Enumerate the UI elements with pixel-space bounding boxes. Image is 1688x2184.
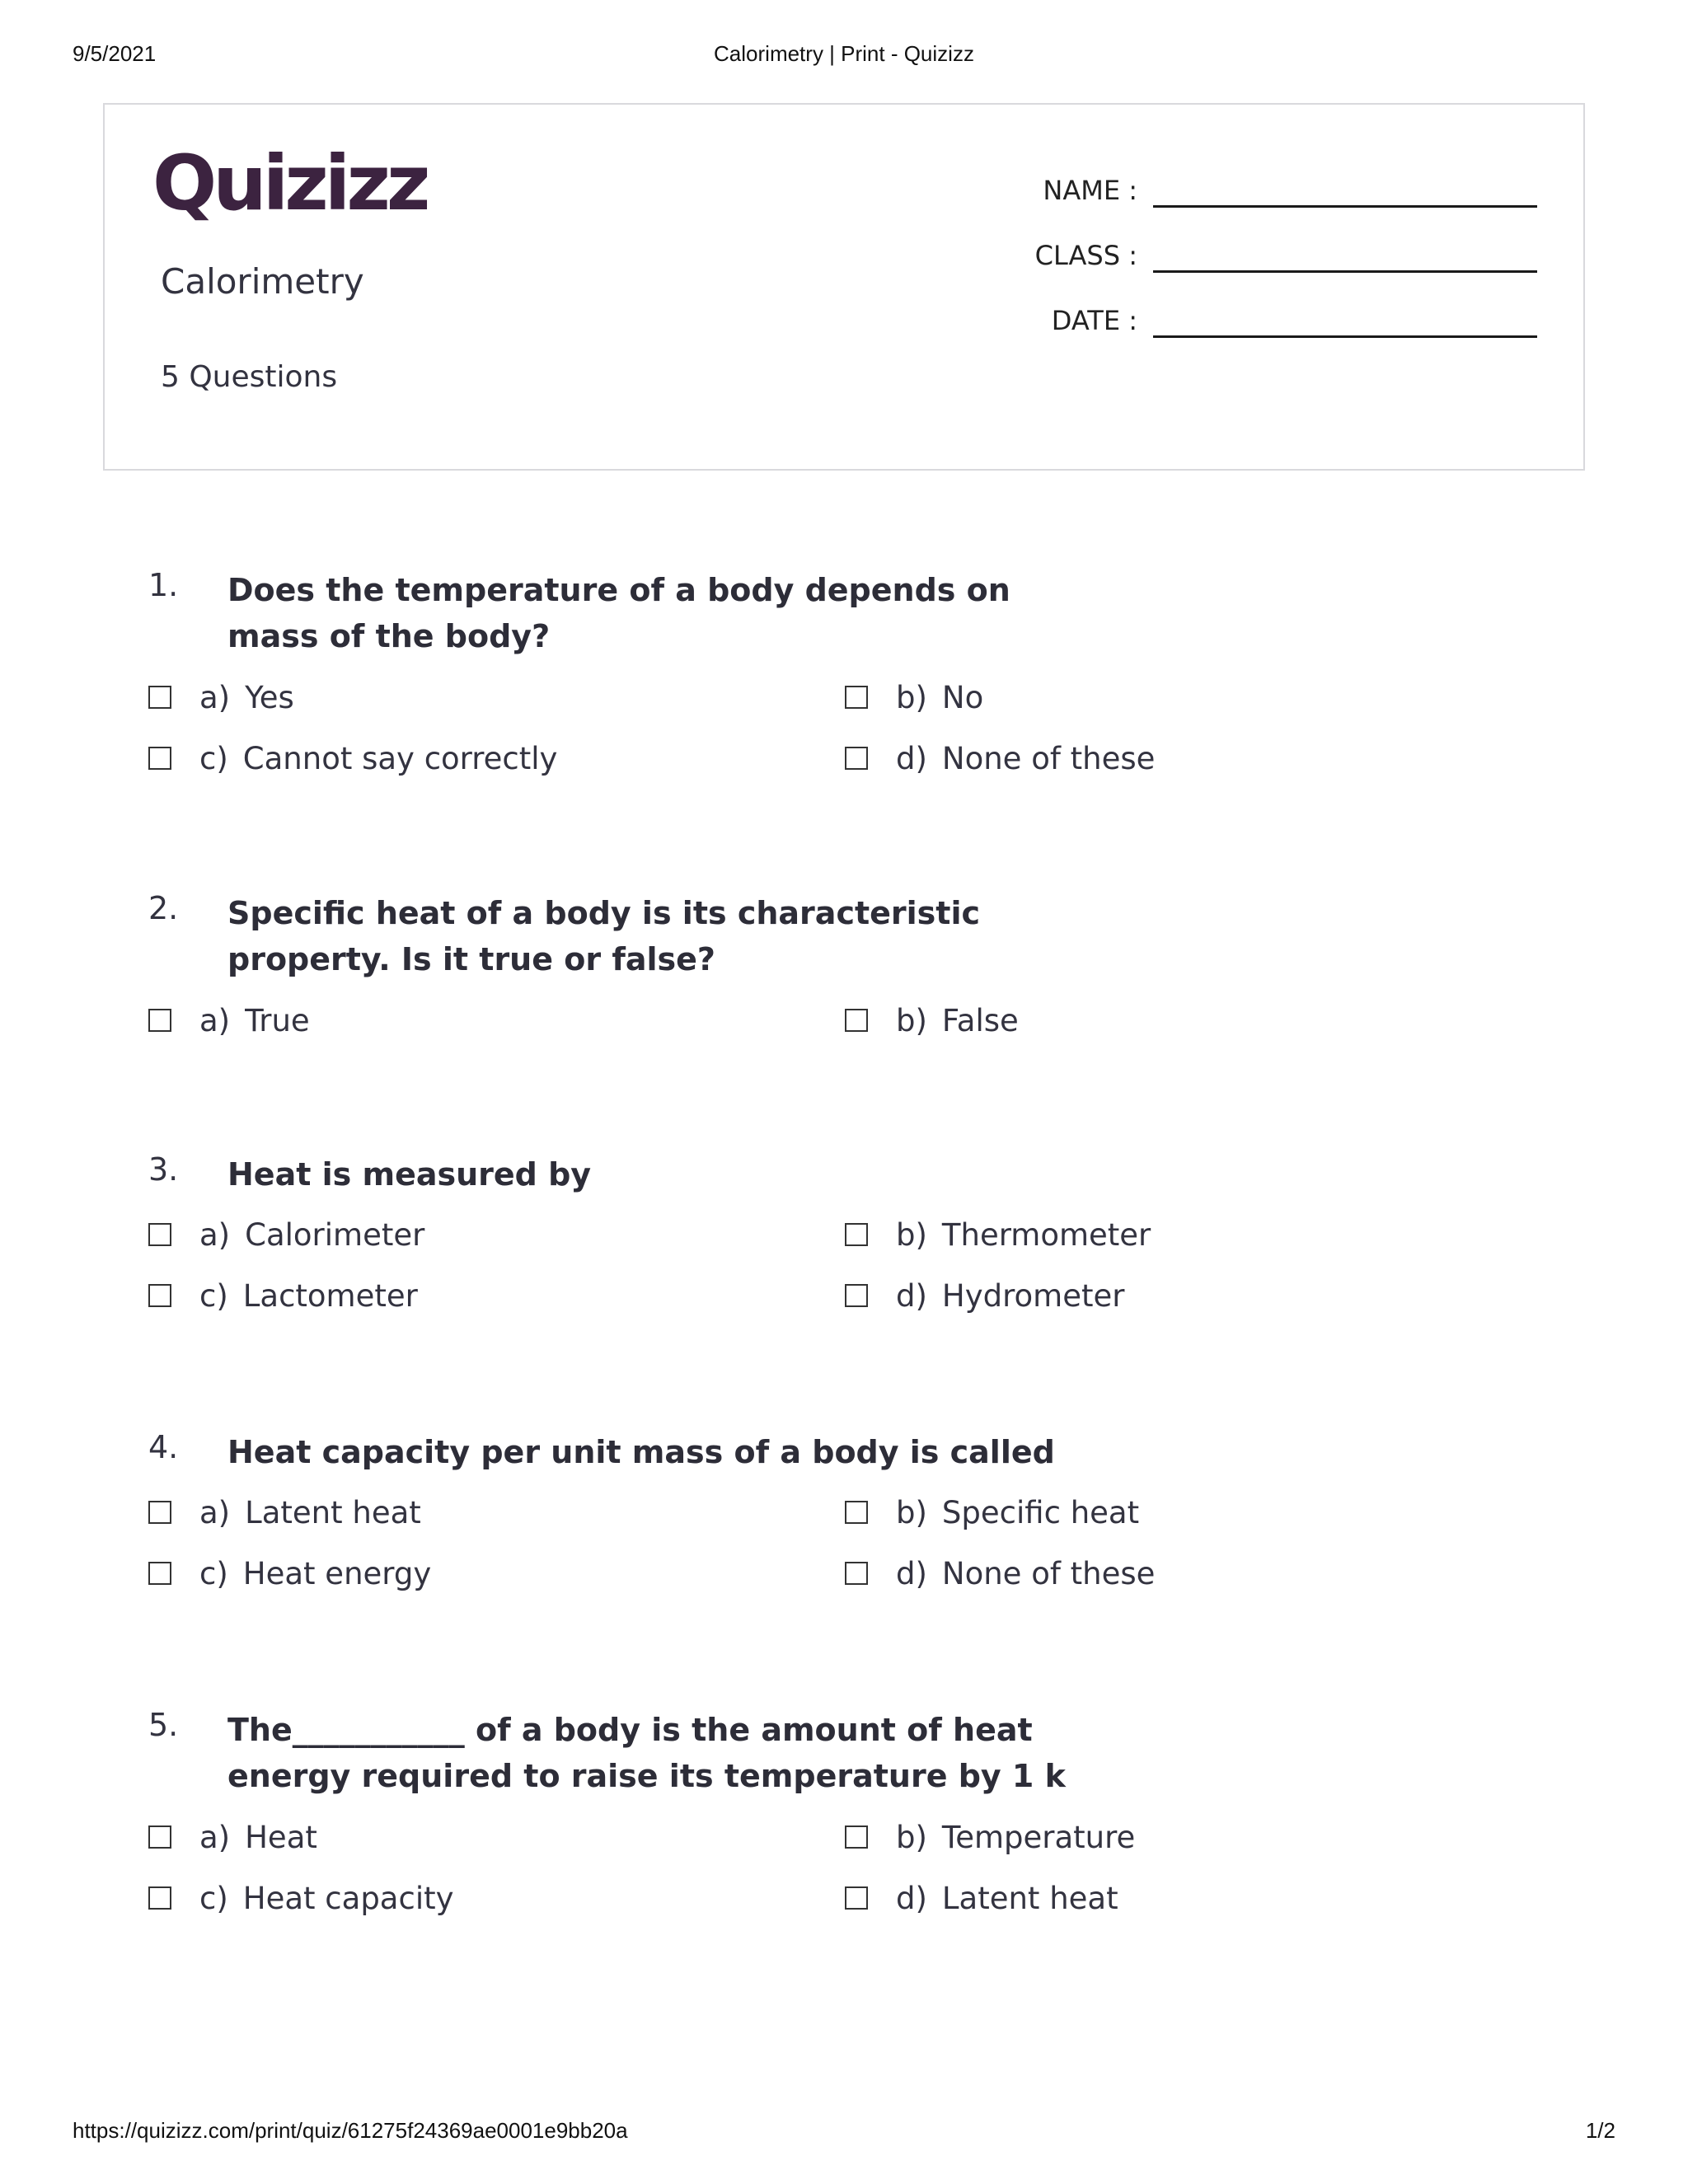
option-letter: d) (896, 740, 927, 776)
option-text: Heat capacity (242, 1880, 454, 1916)
option-b[interactable] (845, 1492, 1139, 1533)
worksheet-header (103, 103, 1585, 471)
question-text: Heat is measured by (227, 1156, 592, 1193)
option-c[interactable] (148, 1553, 431, 1594)
option-text: Heat (245, 1819, 317, 1855)
option-b[interactable] (845, 677, 983, 718)
question-text: The___________ of a body is the amount of heat energy required to raise its temperature by 1 k (227, 1712, 1066, 1794)
print-footer (0, 2118, 1688, 2144)
option-letter: a) (199, 1494, 231, 1530)
option-text: Cannot say correctly (242, 740, 558, 776)
checkbox[interactable] (148, 1009, 171, 1032)
option-letter: d) (896, 1555, 927, 1591)
option-d[interactable] (845, 1553, 1155, 1594)
option-a[interactable] (148, 1214, 424, 1255)
option-d[interactable] (845, 1877, 1118, 1919)
option-d[interactable] (845, 738, 1155, 779)
option-b[interactable] (845, 1816, 1135, 1858)
option-c[interactable] (148, 1275, 418, 1316)
option-letter: a) (199, 1819, 231, 1855)
option-text: Lactometer (242, 1277, 418, 1314)
checkbox[interactable] (845, 1562, 868, 1585)
page-url: https://quizizz.com/print/quiz/61275f24369ae0001e9bb20a (73, 2118, 628, 2143)
student-info-fields (1010, 175, 1537, 370)
question-count: 5 Questions (161, 360, 338, 394)
quizizz-logo: Quizizz (152, 139, 427, 227)
checkbox[interactable] (148, 1223, 171, 1246)
option-text: Temperature (941, 1819, 1136, 1855)
option-a[interactable] (148, 1000, 310, 1041)
question-number: 3. (148, 1151, 179, 1188)
option-letter: b) (896, 1216, 927, 1253)
checkbox[interactable] (148, 686, 171, 709)
class-line (1153, 270, 1537, 273)
option-letter: a) (199, 1216, 231, 1253)
option-text: Thermometer (941, 1216, 1151, 1253)
name-label: NAME : (1043, 175, 1137, 206)
option-letter: b) (896, 1002, 927, 1038)
print-title: Calorimetry | Print - Quizizz (714, 41, 974, 66)
date-field (1010, 305, 1537, 370)
option-letter: c) (199, 740, 228, 776)
option-text: Yes (245, 679, 294, 715)
option-letter: a) (199, 1002, 231, 1038)
print-header (0, 41, 1688, 68)
option-letter: a) (199, 679, 231, 715)
option-text: Hydrometer (941, 1277, 1125, 1314)
option-b[interactable] (845, 1214, 1151, 1255)
option-letter: d) (896, 1277, 927, 1314)
question-text: Specific heat of a body is its characteristic property. Is it true or false? (227, 895, 981, 977)
question-number: 2. (148, 890, 179, 926)
option-letter: b) (896, 1819, 927, 1855)
option-b[interactable] (845, 1000, 1019, 1041)
checkbox[interactable] (148, 1886, 171, 1910)
question-text: Does the temperature of a body depends on mass of the body? (227, 572, 1010, 654)
option-text: True (245, 1002, 310, 1038)
print-date: 9/5/2021 (73, 41, 157, 66)
option-text: Heat energy (242, 1555, 432, 1591)
option-text: Specific heat (941, 1494, 1140, 1530)
checkbox[interactable] (845, 1886, 868, 1910)
checkbox[interactable] (148, 747, 171, 770)
option-a[interactable] (148, 1816, 317, 1858)
option-c[interactable] (148, 1877, 454, 1919)
option-a[interactable] (148, 677, 294, 718)
name-line (1153, 205, 1537, 208)
option-letter: d) (896, 1880, 927, 1916)
option-c[interactable] (148, 738, 557, 779)
class-label: CLASS : (1034, 240, 1137, 271)
checkbox[interactable] (148, 1501, 171, 1524)
option-text: No (941, 679, 984, 715)
option-text: Latent heat (245, 1494, 421, 1530)
option-text: False (941, 1002, 1019, 1038)
name-field (1010, 175, 1537, 240)
checkbox[interactable] (845, 1223, 868, 1246)
checkbox[interactable] (148, 1284, 171, 1307)
option-letter: b) (896, 1494, 927, 1530)
option-text: Latent heat (941, 1880, 1118, 1916)
option-text: Calorimeter (245, 1216, 425, 1253)
option-letter: c) (199, 1555, 228, 1591)
question-number: 1. (148, 567, 179, 603)
option-a[interactable] (148, 1492, 421, 1533)
question-number: 5. (148, 1707, 179, 1743)
checkbox[interactable] (148, 1825, 171, 1849)
quiz-title: Calorimetry (161, 261, 364, 302)
checkbox[interactable] (845, 1284, 868, 1307)
option-letter: c) (199, 1277, 228, 1314)
checkbox[interactable] (845, 747, 868, 770)
question-text: Heat capacity per unit mass of a body is called (227, 1434, 1055, 1470)
date-line (1153, 335, 1537, 338)
question-number: 4. (148, 1429, 179, 1465)
option-text: None of these (941, 740, 1156, 776)
checkbox[interactable] (148, 1562, 171, 1585)
option-letter: c) (199, 1880, 228, 1916)
checkbox[interactable] (845, 686, 868, 709)
option-d[interactable] (845, 1275, 1124, 1316)
class-field (1010, 240, 1537, 305)
checkbox[interactable] (845, 1009, 868, 1032)
page-number: 1/2 (1585, 2118, 1615, 2143)
date-label: DATE : (1051, 305, 1137, 336)
checkbox[interactable] (845, 1825, 868, 1849)
option-text: None of these (941, 1555, 1156, 1591)
option-letter: b) (896, 679, 927, 715)
checkbox[interactable] (845, 1501, 868, 1524)
